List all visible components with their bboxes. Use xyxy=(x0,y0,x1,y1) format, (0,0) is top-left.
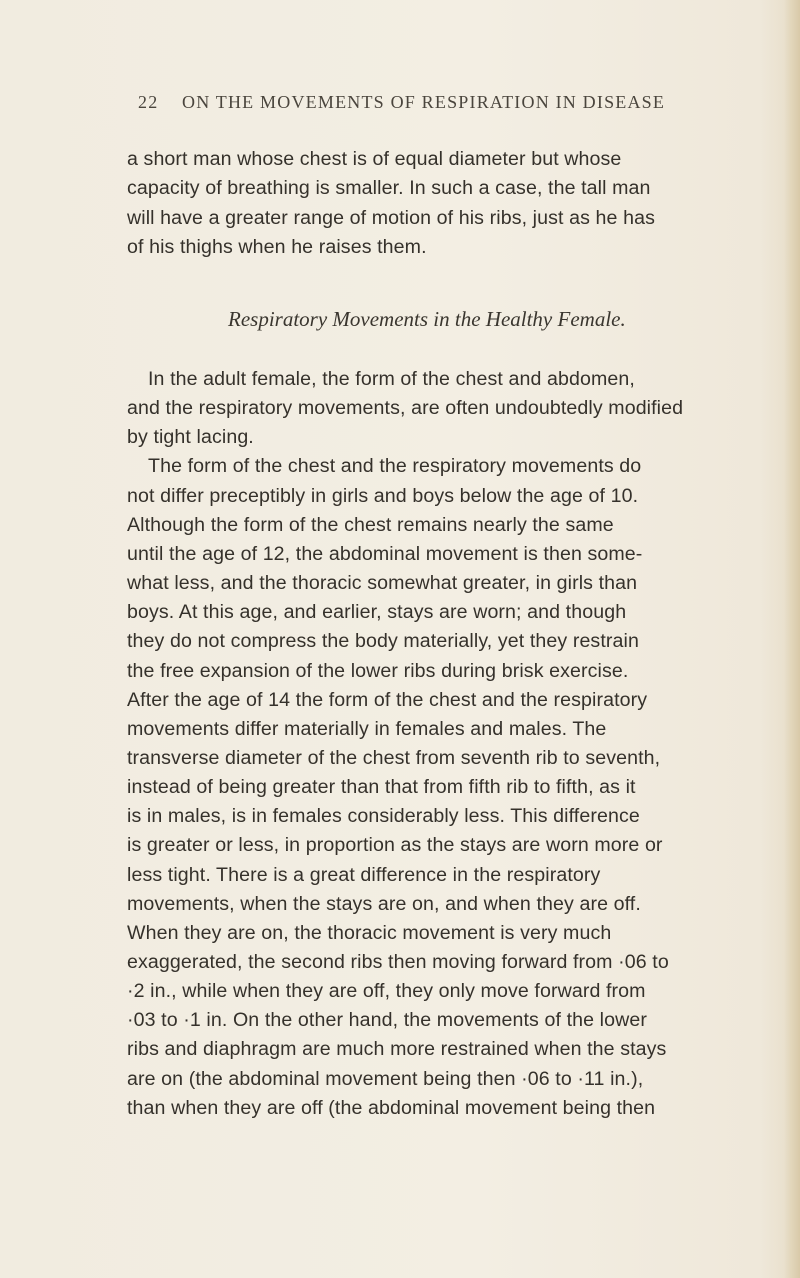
text-line: instead of being greater than that from fifth rib to fifth, as it xyxy=(127,776,636,799)
text-line: is greater or less, in proportion as the stays are worn more or xyxy=(127,834,663,857)
text-line: they do not compress the body materially, yet they restrain xyxy=(127,630,639,653)
text-line: are on (the abdominal movement being then ·06 to ·11 in.), xyxy=(127,1067,644,1090)
text-line: what less, and the thoracic somewhat greater, in girls than xyxy=(127,572,638,595)
text-line: ·2 in., while when they are off, they only move forward from xyxy=(127,980,646,1003)
text-line: not differ preceptibly in girls and boys below the age of 10. xyxy=(127,484,639,507)
text-line: a short man whose chest is of equal diameter but whose xyxy=(127,148,622,170)
text-line: capacity of breathing is smaller. In such a case, the tall man xyxy=(127,177,651,200)
text-line: ribs and diaphragm are much more restrained when the stays xyxy=(127,1038,667,1061)
page-number: 22 xyxy=(138,92,159,112)
text-line: After the age of 14 the form of the chest and the respiratory xyxy=(127,688,648,711)
text-line: boys. At this age, and earlier, stays are worn; and though xyxy=(127,601,627,624)
text-line: less tight. There is a great difference in the respiratory xyxy=(127,863,601,886)
text-line: will have a greater range of motion of his ribs, just as he has xyxy=(127,206,655,229)
running-title: ON THE MOVEMENTS OF RESPIRATION IN DISEASE xyxy=(182,92,666,112)
text-line: exaggerated, the second ribs then moving forward from ·06 to xyxy=(127,951,669,973)
text-line: ·03 to ·1 in. On the other hand, the movements of the lower xyxy=(127,1009,647,1032)
text-line: of his thighs when he raises them. xyxy=(127,236,427,259)
page-edge xyxy=(784,0,800,1278)
text-line: the free expansion of the lower ribs during brisk exercise. xyxy=(127,659,629,682)
text-line: by tight lacing. xyxy=(127,426,254,449)
text-line: movements, when the stays are on, and when they are off. xyxy=(127,892,641,915)
text-line: transverse diameter of the chest from seventh rib to seventh, xyxy=(127,746,661,769)
text-line: until the age of 12, the abdominal movement is then some- xyxy=(127,542,643,565)
text-line: Although the form of the chest remains nearly the same xyxy=(127,513,614,536)
text-line: and the respiratory movements, are often undoubtedly modified xyxy=(127,397,684,420)
text-line: When they are on, the thoracic movement is very much xyxy=(127,921,612,944)
section-heading: Respiratory Movements in the Healthy Female. xyxy=(228,307,626,331)
text-line: movements differ materially in females and males. The xyxy=(127,717,607,740)
running-head xyxy=(138,92,698,113)
text-line: than when they are off (the abdominal movement being then xyxy=(127,1096,656,1119)
text-line: is in males, is in females considerably less. This difference xyxy=(127,805,640,828)
text-line: In the adult female, the form of the chest and abdomen, xyxy=(148,368,635,390)
text-line: The form of the chest and the respiratory movements do xyxy=(148,455,642,478)
